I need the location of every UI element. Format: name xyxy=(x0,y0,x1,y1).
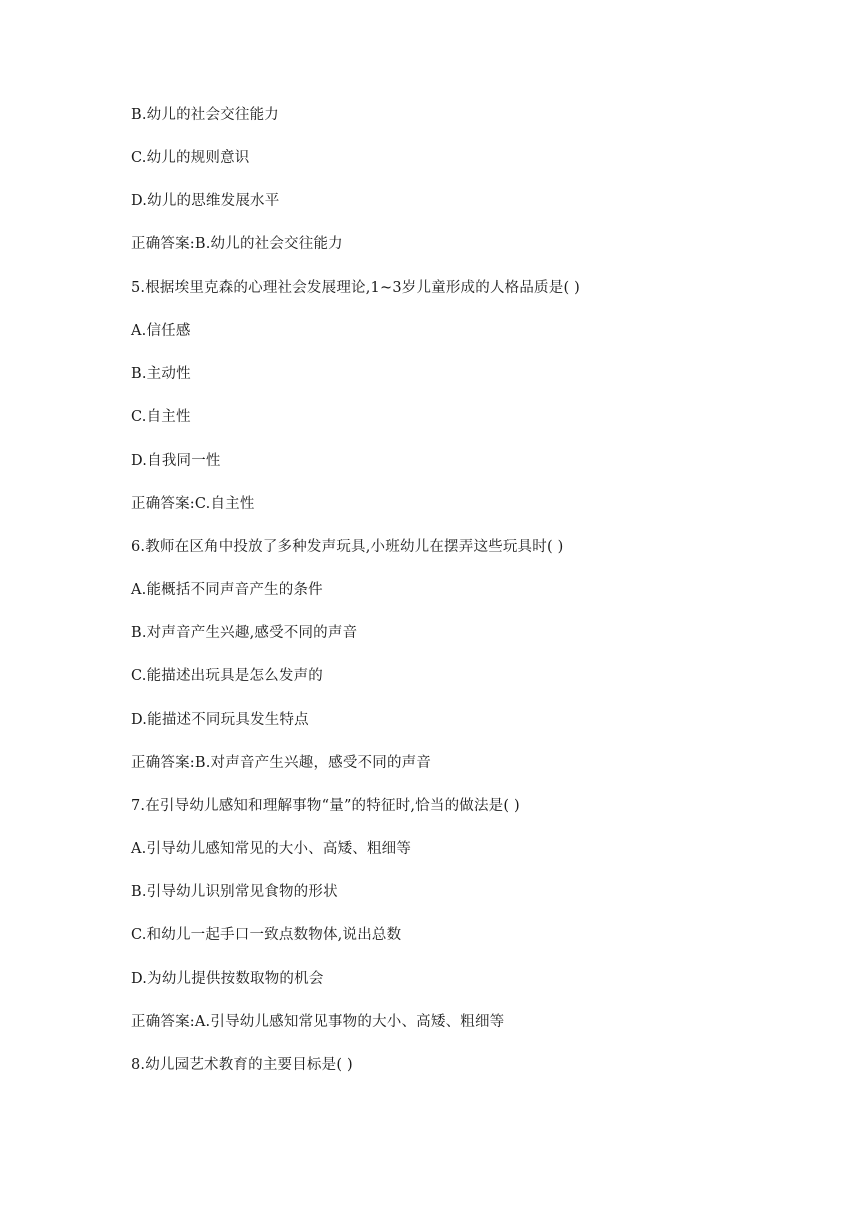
answer-q5: 正确答案:C.自主性 xyxy=(131,496,255,512)
option-d-q6: D.能描述不同玩具发生特点 xyxy=(131,712,309,728)
option-b-q5: B.主动性 xyxy=(131,366,191,382)
option-b-q4: B.幼儿的社会交往能力 xyxy=(131,107,279,123)
option-c-q4: C.幼儿的规则意识 xyxy=(131,150,250,166)
question-5: 5.根据埃里克森的心理社会发展理论,1~3岁儿童形成的人格品质是( ) xyxy=(131,280,580,296)
option-a-q6: A.能概括不同声音产生的条件 xyxy=(131,582,323,598)
answer-q6: 正确答案:B.对声音产生兴趣，感受不同的声音 xyxy=(131,755,432,771)
option-c-q7: C.和幼儿一起手口一致点数物体,说出总数 xyxy=(131,927,402,943)
option-a-q5: A.信任感 xyxy=(131,323,191,339)
option-b-q6: B.对声音产生兴趣,感受不同的声音 xyxy=(131,625,358,641)
answer-q4: 正确答案:B.幼儿的社会交往能力 xyxy=(131,236,343,252)
question-7: 7.在引导幼儿感知和理解事物“量”的特征时,恰当的做法是( ) xyxy=(131,798,520,814)
option-a-q7: A.引导幼儿感知常见的大小、高矮、粗细等 xyxy=(131,841,412,857)
option-c-q6: C.能描述出玩具是怎么发声的 xyxy=(131,668,323,684)
question-8: 8.幼儿园艺术教育的主要目标是( ) xyxy=(131,1057,353,1073)
question-6: 6.教师在区角中投放了多种发声玩具,小班幼儿在摆弄这些玩具时( ) xyxy=(131,539,564,555)
option-d-q4: D.幼儿的思维发展水平 xyxy=(131,193,280,209)
answer-q7: 正确答案:A.引导幼儿感知常见事物的大小、高矮、粗细等 xyxy=(131,1014,505,1030)
option-d-q5: D.自我同一性 xyxy=(131,453,221,469)
option-b-q7: B.引导幼儿识别常见食物的形状 xyxy=(131,884,338,900)
option-d-q7: D.为幼儿提供按数取物的机会 xyxy=(131,971,324,987)
option-c-q5: C.自主性 xyxy=(131,409,191,425)
